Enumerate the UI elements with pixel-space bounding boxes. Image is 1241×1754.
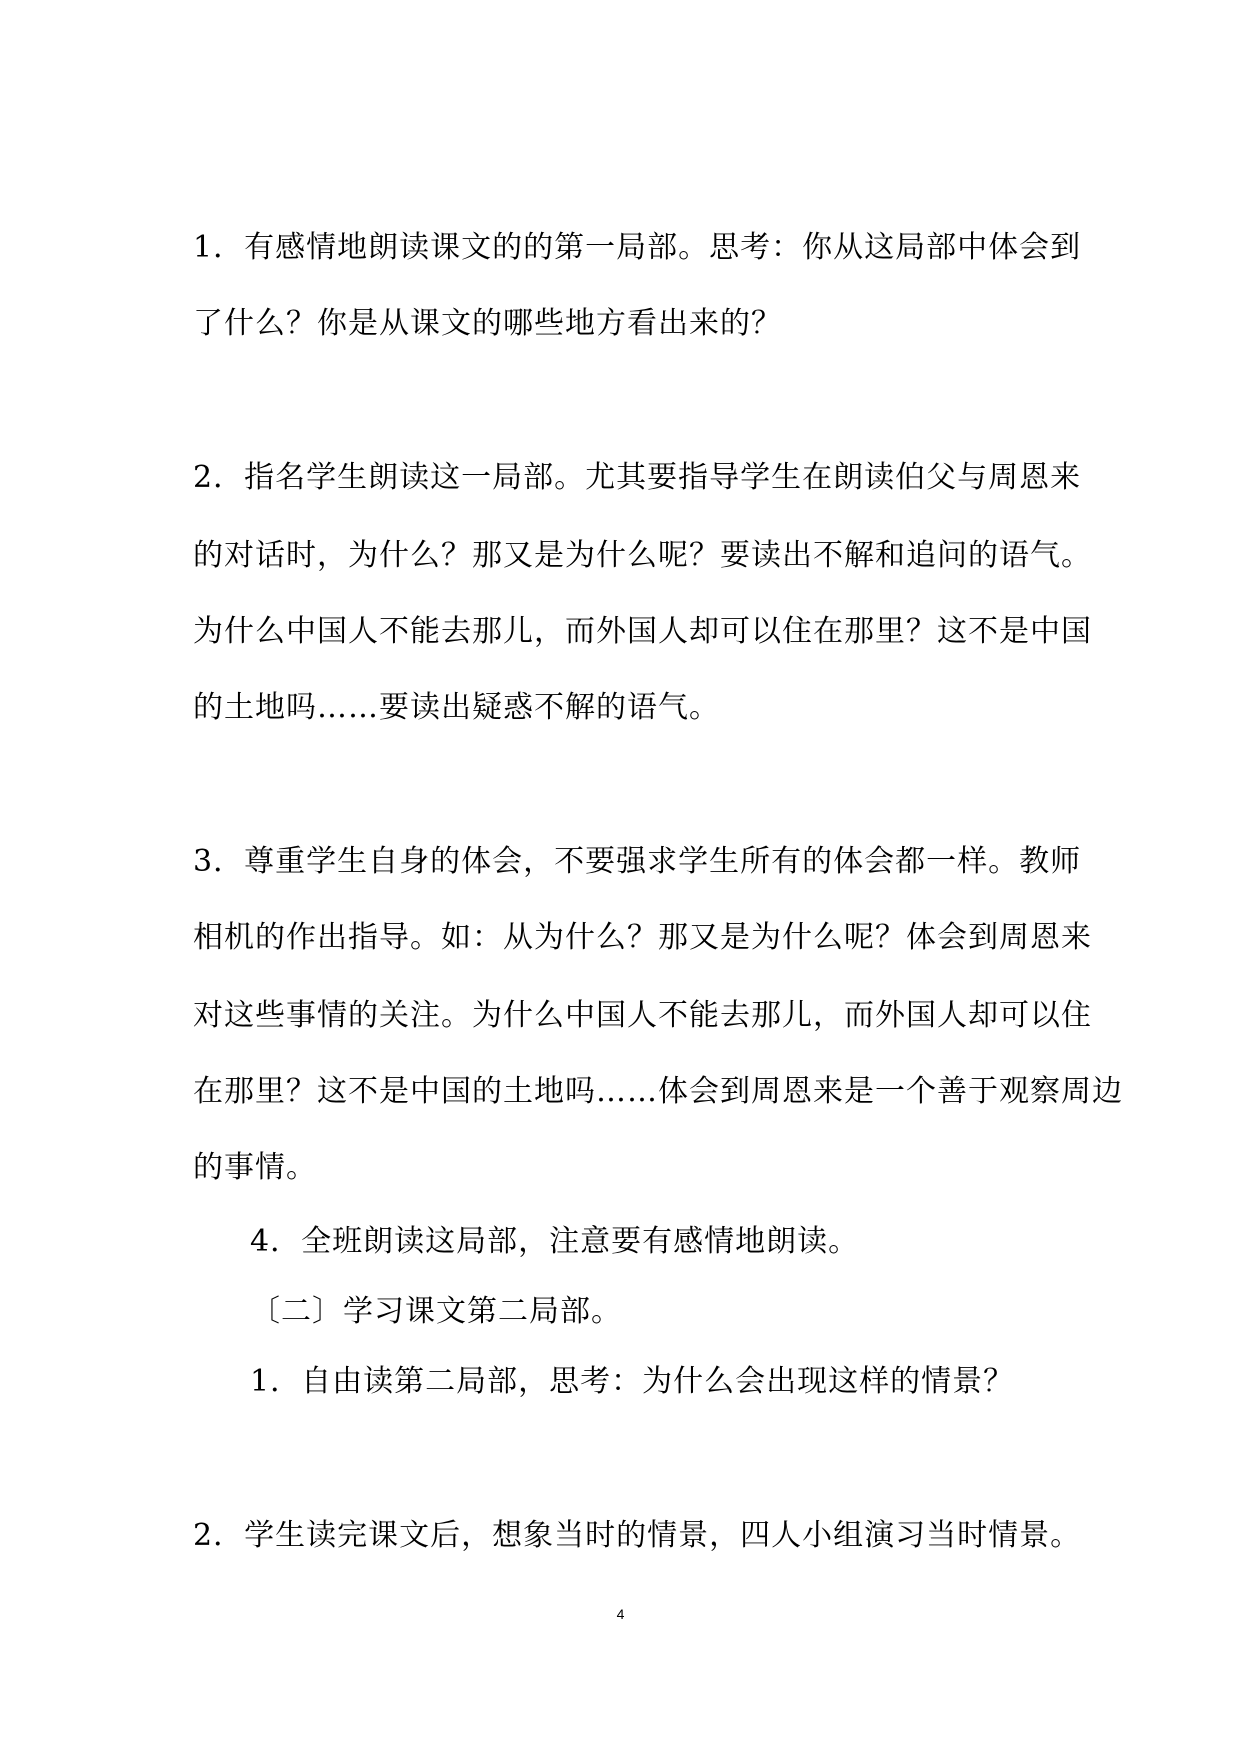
text-line: 〔二〕学习课文第二局部。 [250, 1294, 622, 1329]
text-line: 了什么？你是从课文的哪些地方看出来的？ [193, 306, 782, 341]
text-line: 2．指名学生朗读这一局部。尤其要指导学生在朗读伯父与周恩来 [193, 460, 1082, 495]
text-line: 相机的作出指导。如：从为什么？那又是为什么呢？体会到周恩来 [193, 920, 1092, 955]
text-line: 1．有感情地朗读课文的的第一局部。思考：你从这局部中体会到 [193, 230, 1082, 265]
page-number: 4 [616, 1606, 625, 1622]
text-line: 4．全班朗读这局部，注意要有感情地朗读。 [250, 1224, 860, 1259]
text-line: 的对话时，为什么？那又是为什么呢？要读出不解和追问的语气。 [193, 538, 1092, 573]
text-line: 为什么中国人不能去那儿，而外国人却可以住在那里？这不是中国 [193, 614, 1092, 649]
text-line: 在那里？这不是中国的土地吗……体会到周恩来是一个善于观察周边 [193, 1074, 1123, 1109]
text-line: 1．自由读第二局部，思考：为什么会出现这样的情景？ [250, 1364, 1015, 1399]
text-line: 3．尊重学生自身的体会，不要强求学生所有的体会都一样。教师 [193, 844, 1082, 879]
text-line: 的土地吗……要读出疑惑不解的语气。 [193, 690, 720, 725]
text-line: 对这些事情的关注。为什么中国人不能去那儿，而外国人却可以住 [193, 998, 1092, 1033]
text-line: 的事情。 [193, 1150, 317, 1185]
text-line: 2．学生读完课文后，想象当时的情景，四人小组演习当时情景。 [193, 1518, 1082, 1553]
